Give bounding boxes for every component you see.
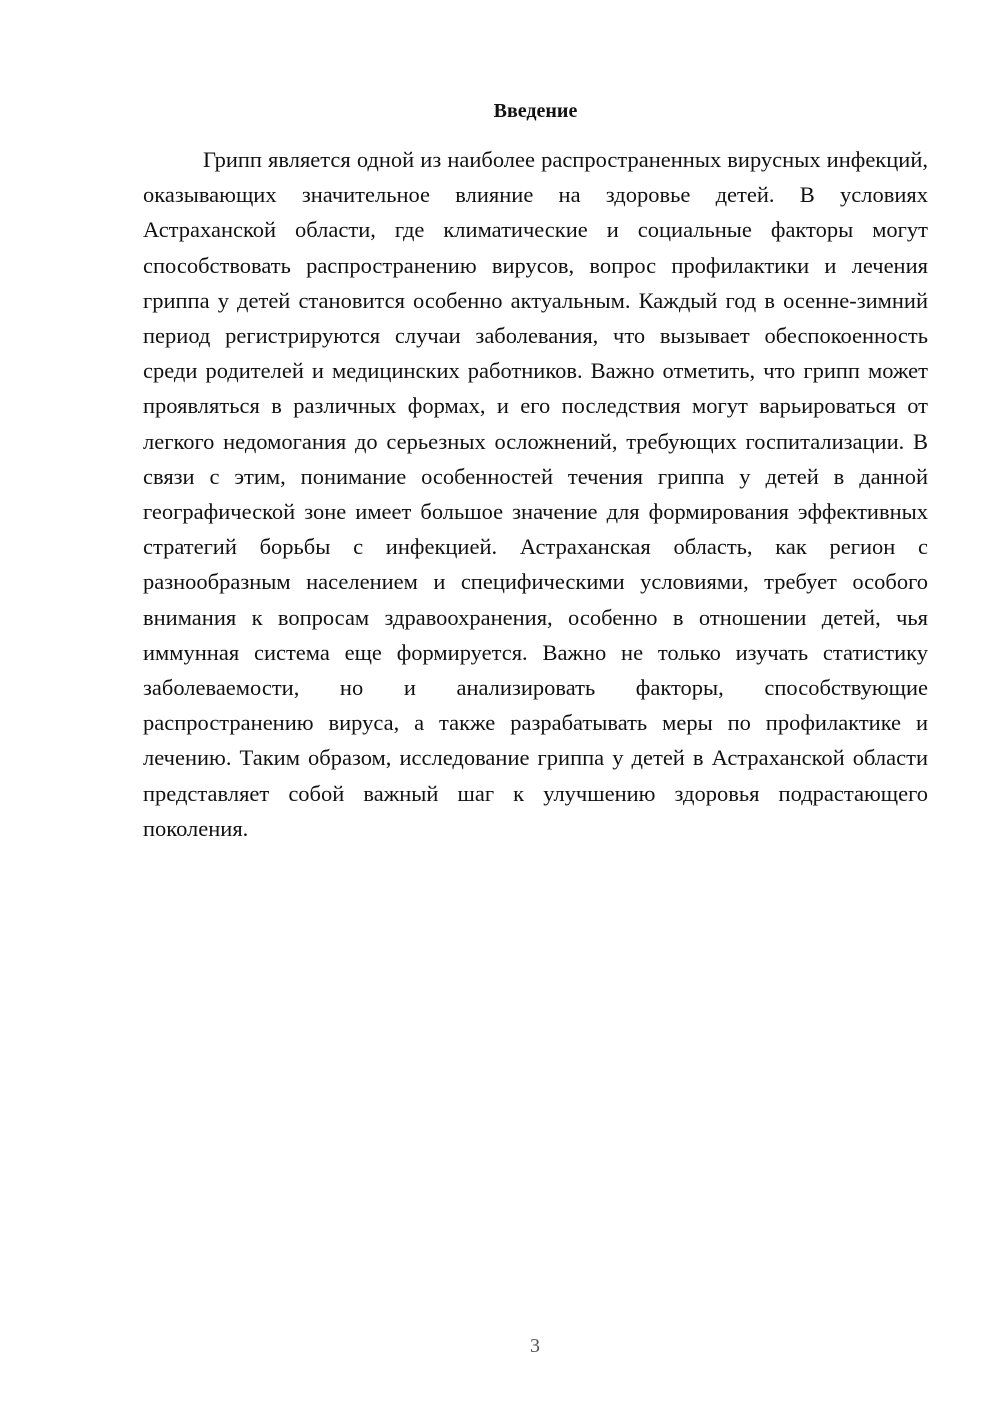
page-number: 3 <box>530 1335 540 1357</box>
section-heading: Введение <box>493 100 578 122</box>
intro-paragraph: Грипп является одной из наиболее распространенных вирусных инфекций, оказывающих значительное влияние на здоровье детей. В условиях Астраханской области, где климатические и социальные факторы могут способствовать распространению вирусов, вопрос профилактики и лечения гриппа у детей становится особенно актуальным. Каждый год в осенне-зимний период регистрируются случаи заболевания, что вызывает обеспокоенность среди родителей и медицинских работников. Важно отметить, что грипп может проявляться в различных формах, и его последствия могут варьироваться от легкого недомогания до серьезных осложнений, требующих госпитализации. В связи с этим, понимание особенностей течения гриппа у детей в данной географической зоне имеет большое значение для формирования эффективных стратегий борьбы с инфекцией. Астраханская область, как регион с разнообразным населением и специфическими условиями, требует особого внимания к вопросам здравоохранения, особенно в отношении детей, чья иммунная система еще формируется. Важно не только изучать статистику заболеваемости, но и анализировать факторы, способствующие распространению вируса, а также разрабатывать меры по профилактике и лечению. Таким образом, исследование гриппа у детей в Астраханской области представляет собой важный шаг к улучшению здоровья подрастающего поколения. <box>143 147 928 841</box>
